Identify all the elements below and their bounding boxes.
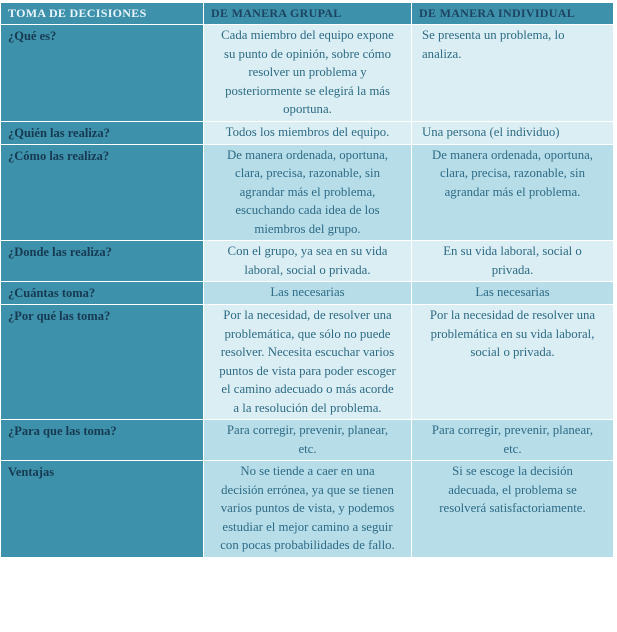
table-row [1,241,614,282]
cell-individual: De manera ordenada, oportuna, clara, precisa, razonable, sin agrandar más el problema. [412,144,614,241]
cell-individual: Por la necesidad de resolver una problemática en su vida laboral, social o privada. [412,305,614,420]
cell-grupal: Por la necesidad, de resolver una problemática, que sólo no puede resolver. Necesita escuchar varios puntos de vista para poder escoger el camino adecuado o más acorde a la resolución del problema. [204,305,412,420]
row-question-label: ¿Cuántas toma? [1,282,204,305]
cell-individual: En su vida laboral, social o privada. [412,241,614,282]
header-individual: DE MANERA INDIVIDUAL [412,3,614,25]
cell-grupal: Para corregir, prevenir, planear, etc. [204,420,412,461]
table-row [1,420,614,461]
header-grupal: DE MANERA GRUPAL [204,3,412,25]
cell-individual: Las necesarias [412,282,614,305]
table-row [1,282,614,305]
row-question-label: ¿Para que las toma? [1,420,204,461]
table-row [1,305,614,420]
cell-grupal: Las necesarias [204,282,412,305]
cell-individual: Una persona (el individuo) [412,121,614,144]
decision-making-table [0,2,614,558]
cell-grupal: Con el grupo, ya sea en su vida laboral, social o privada. [204,241,412,282]
cell-individual: Se presenta un problema, lo analiza. [412,25,614,122]
table-row [1,144,614,241]
header-topic: TOMA DE DECISIONES [1,3,204,25]
table-row [1,121,614,144]
cell-individual: Si se escoge la decisión adecuada, el problema se resolverá satisfactoriamente. [412,461,614,558]
row-question-label: ¿Cómo las realiza? [1,144,204,241]
cell-grupal: Cada miembro del equipo expone su punto de opinión, sobre cómo resolver un problema y posteriormente se elegirá la más oportuna. [204,25,412,122]
row-question-label: ¿Qué es? [1,25,204,122]
table-row [1,461,614,558]
table-row [1,25,614,122]
row-question-label: ¿Quién las realiza? [1,121,204,144]
header-row [1,3,614,25]
cell-grupal: De manera ordenada, oportuna, clara, precisa, razonable, sin agrandar más el problema, escuchando cada idea de los miembros del grupo. [204,144,412,241]
cell-individual: Para corregir, prevenir, planear, etc. [412,420,614,461]
row-question-label: Ventajas [1,461,204,558]
row-question-label: ¿Por qué las toma? [1,305,204,420]
cell-grupal: Todos los miembros del equipo. [204,121,412,144]
cell-grupal: No se tiende a caer en una decisión errónea, ya que se tienen varios puntos de vista, y podemos estudiar el mejor camino a seguir con pocas probabilidades de fallo. [204,461,412,558]
row-question-label: ¿Donde las realiza? [1,241,204,282]
